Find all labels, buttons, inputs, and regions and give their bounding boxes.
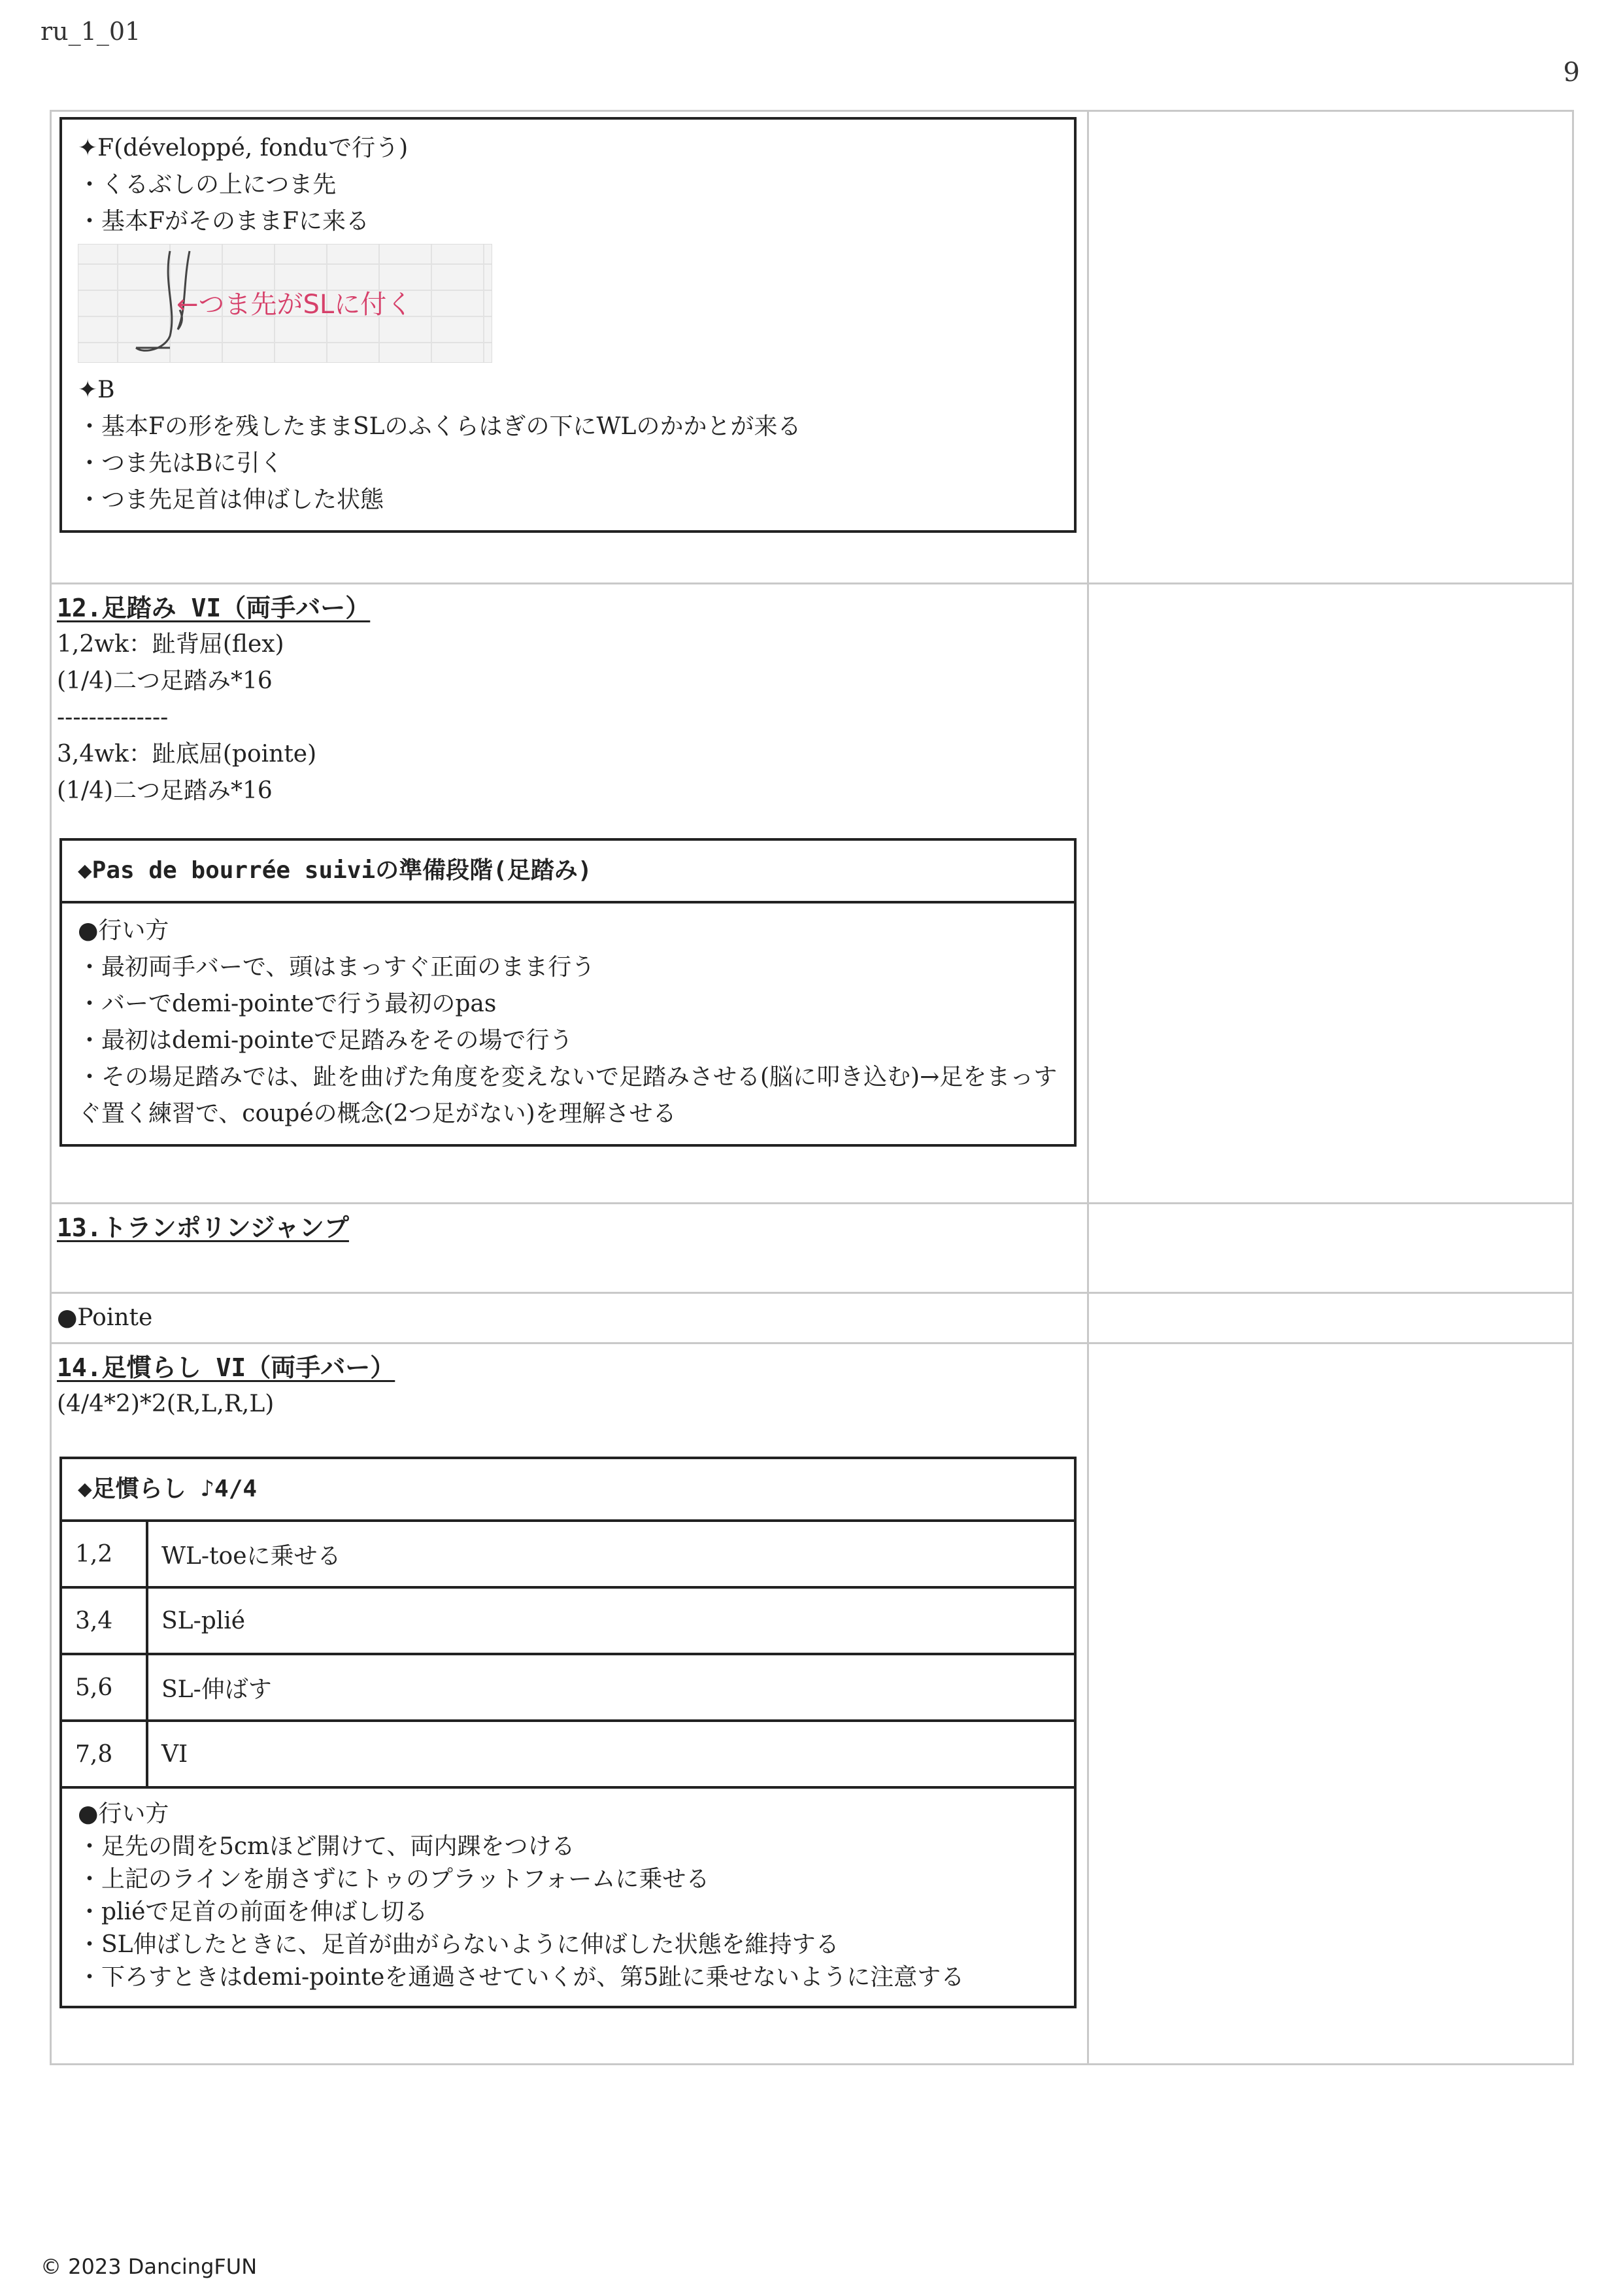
method-heading: ●行い方 (78, 1800, 169, 1827)
table-row (51, 1293, 1573, 1343)
table-row (62, 1721, 1074, 1787)
table-row (62, 1654, 1074, 1721)
foot-warmup-box (59, 1457, 1077, 2008)
count-cell: 5,6 (62, 1654, 147, 1721)
text-line: (1/4)二つ足踏み*16 (57, 777, 273, 804)
pas-de-bourree-box (59, 838, 1077, 1147)
method-line: ・バーでdemi-pointeで行う最初のpas (78, 990, 497, 1017)
count-cell: 1,2 (62, 1522, 147, 1587)
table-row (51, 1204, 1573, 1293)
f-title: ✦F(développé, fonduで行う) (78, 135, 409, 161)
table-row (51, 111, 1573, 584)
action-cell: WL-toeに乗せる (147, 1522, 1074, 1587)
b-line: ・つま先足首は伸ばした状態 (78, 486, 384, 513)
method-line: ・最初両手バーで、頭はまっすぐ正面のまま行う (78, 954, 595, 981)
f-line: ・くるぶしの上につま先 (78, 171, 337, 198)
method-heading: ●行い方 (78, 917, 169, 944)
notes-cell (1088, 1343, 1573, 2065)
b-line: ・基本Fの形を残したままSLのふくらはぎの下にWLのかかとが来る (78, 413, 801, 440)
page-number: 9 (1563, 58, 1580, 88)
count-cell: 3,4 (62, 1587, 147, 1654)
b-title: ✦B (78, 377, 115, 403)
count-table (62, 1522, 1074, 1789)
text-line: (4/4*2)*2(R,L,R,L) (57, 1391, 275, 1417)
text-line: (1/4)二つ足踏み*16 (57, 667, 273, 694)
position-f-b-box (59, 117, 1077, 533)
method-line: ・最初はdemi-pointeで足踏みをその場で行う (78, 1027, 573, 1054)
document-id: ru_1_01 (41, 17, 141, 46)
action-cell: SL-伸ばす (147, 1654, 1074, 1721)
notes-cell (1088, 1293, 1573, 1343)
method-line: ・pliéで足首の前面を伸ばし切る (78, 1899, 428, 1925)
table-row (62, 1522, 1074, 1587)
sketch-caption: ←つま先がSLに付く (176, 290, 413, 320)
content-cell (51, 111, 1088, 584)
content-cell (51, 1204, 1088, 1293)
lesson-table (50, 110, 1574, 2065)
content-cell (51, 584, 1088, 1204)
divider-line: -------------- (57, 704, 169, 731)
section-heading: 14.足慣らし VI（両手バー） (57, 1353, 395, 1382)
action-cell: SL-plié (147, 1587, 1074, 1654)
foot-sketch-image (78, 244, 492, 363)
f-line: ・基本FがそのままFに来る (78, 208, 369, 235)
copyright-footer: © 2023 DancingFUN (41, 2254, 258, 2279)
b-line: ・つま先はBに引く (78, 450, 284, 477)
text-line: 3,4wk：趾底屈(pointe) (57, 741, 317, 768)
table-row (51, 1343, 1573, 2065)
method-line: ・その場足踏みでは、趾を曲げた角度を変えないで足踏みさせる(脳に叩き込む)→足をまっすぐ置く練習で、coupéの概念(2つ足がない)を理解させる (78, 1064, 1058, 1127)
box-title: ◆足慣らし ♪4/4 (62, 1459, 1074, 1522)
content-cell (51, 1293, 1088, 1343)
notes-cell (1088, 584, 1573, 1204)
table-row (62, 1587, 1074, 1654)
pointe-label: ●Pointe (57, 1304, 153, 1331)
text-line: 1,2wk：趾背屈(flex) (57, 631, 284, 658)
section-heading: 12.足踏み VI（両手バー） (57, 594, 371, 622)
section-heading: 13.トランポリンジャンプ (57, 1213, 349, 1242)
notes-cell (1088, 1204, 1573, 1293)
method-line: ・足先の間を5cmほど開けて、両内踝をつける (78, 1833, 575, 1860)
notes-cell (1088, 111, 1573, 584)
method-line: ・上記のラインを崩さずにトゥのプラットフォームに乗せる (78, 1866, 710, 1893)
action-cell: VI (147, 1721, 1074, 1787)
table-row (51, 584, 1573, 1204)
box-title: ◆Pas de bourrée suiviの準備段階(足踏み) (62, 841, 1074, 903)
method-line: ・下ろすときはdemi-pointeを通過させていくが、第5趾に乗せないように注意する (78, 1964, 965, 1991)
method-line: ・SL伸ばしたときに、足首が曲がらないように伸ばした状態を維持する (78, 1931, 839, 1958)
count-cell: 7,8 (62, 1721, 147, 1787)
content-cell (51, 1343, 1088, 2065)
